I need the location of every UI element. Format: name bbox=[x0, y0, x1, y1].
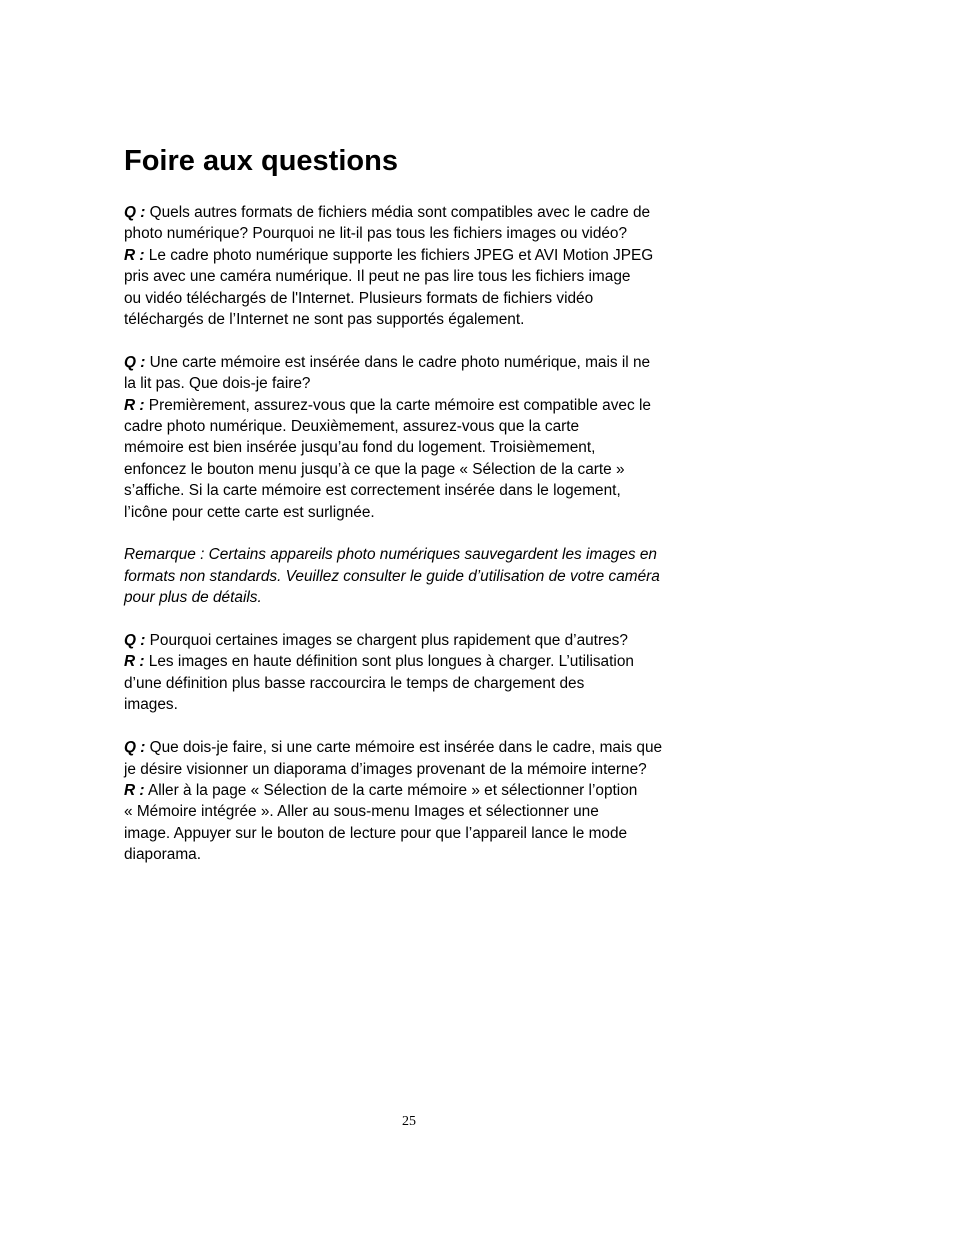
spacer bbox=[124, 609, 714, 630]
faq-answer-2 bbox=[124, 395, 714, 523]
faq-question-3 bbox=[124, 630, 714, 651]
answer-marker: R : bbox=[124, 653, 145, 671]
answer-text-line: Le cadre photo numérique supporte les fichiers JPEG et AVI Motion JPEG bbox=[144, 246, 654, 264]
faq-answer-4 bbox=[124, 780, 714, 866]
answer-text-line: mémoire est bien insérée jusqu’au fond du logement. Troisièmement, bbox=[124, 439, 596, 457]
answer-text-line: cadre photo numérique. Deuxièmement, assurez-vous que la carte bbox=[124, 418, 580, 436]
faq-answer-1 bbox=[124, 245, 714, 331]
question-text-line: je désire visionner un diaporama d’images provenant de la mémoire interne? bbox=[124, 760, 647, 778]
answer-text-line: pris avec une caméra numérique. Il peut ne pas lire tous les fichiers image bbox=[124, 268, 631, 286]
faq-answer-3 bbox=[124, 651, 714, 715]
question-text-line: Pourquoi certaines images se chargent plus rapidement que d’autres? bbox=[145, 632, 628, 650]
faq-body bbox=[124, 202, 714, 866]
answer-text-line: d’une définition plus basse raccourcira le temps de chargement des bbox=[124, 674, 585, 692]
question-marker: Q : bbox=[124, 632, 146, 650]
page-number: 25 bbox=[402, 1114, 416, 1129]
page-title: Foire aux questions bbox=[124, 145, 398, 177]
faq-question-4 bbox=[124, 737, 714, 780]
spacer bbox=[124, 330, 714, 351]
answer-text-line: l’icône pour cette carte est surlignée. bbox=[124, 503, 375, 521]
spacer bbox=[124, 716, 714, 737]
remark-note bbox=[124, 544, 714, 608]
question-marker: Q : bbox=[124, 204, 146, 221]
answer-text-line: diaporama. bbox=[124, 846, 201, 864]
question-text-line: Que dois-je faire, si une carte mémoire est insérée dans le cadre, mais que bbox=[145, 739, 663, 757]
answer-text-line: téléchargés de l’Internet ne sont pas supportés également. bbox=[124, 311, 525, 329]
remark-line: formats non standards. Veuillez consulter le guide d’utilisation de votre caméra bbox=[124, 567, 660, 585]
question-text-line: Quels autres formats de fichiers média sont compatibles avec le cadre de bbox=[145, 204, 651, 221]
question-marker: Q : bbox=[124, 353, 146, 371]
answer-text-line: Premièrement, assurez-vous que la carte mémoire est compatible avec le bbox=[144, 396, 651, 414]
answer-text-line: image. Appuyer sur le bouton de lecture pour que l’appareil lance le mode bbox=[124, 824, 628, 842]
answer-text-line: s’affiche. Si la carte mémoire est correctement insérée dans le logement, bbox=[124, 482, 621, 500]
answer-marker: R : bbox=[124, 781, 145, 799]
question-text-line: Une carte mémoire est insérée dans le cadre photo numérique, mais il ne bbox=[145, 353, 651, 371]
faq-question-1 bbox=[124, 202, 714, 245]
spacer bbox=[124, 523, 714, 544]
answer-text-line: Aller à la page « Sélection de la carte mémoire » et sélectionner l’option bbox=[144, 781, 638, 799]
question-text-line: photo numérique? Pourquoi ne lit-il pas tous les fichiers images ou vidéo? bbox=[124, 225, 628, 243]
answer-marker: R : bbox=[124, 396, 145, 414]
remark-line: pour plus de détails. bbox=[124, 589, 262, 607]
answer-text-line: Les images en haute définition sont plus longues à charger. L’utilisation bbox=[144, 653, 634, 671]
answer-text-line: images. bbox=[124, 696, 178, 714]
faq-question-2 bbox=[124, 352, 714, 395]
remark-line: Remarque : Certains appareils photo numériques sauvegardent les images en bbox=[124, 546, 657, 564]
question-text-line: la lit pas. Que dois-je faire? bbox=[124, 375, 311, 393]
answer-text-line: enfoncez le bouton menu jusqu’à ce que la page « Sélection de la carte » bbox=[124, 460, 625, 478]
question-marker: Q : bbox=[124, 739, 146, 757]
answer-text-line: « Mémoire intégrée ». Aller au sous-menu Images et sélectionner une bbox=[124, 803, 599, 821]
answer-marker: R : bbox=[124, 246, 145, 264]
answer-text-line: ou vidéo téléchargés de l'Internet. Plusieurs formats de fichiers vidéo bbox=[124, 289, 594, 307]
